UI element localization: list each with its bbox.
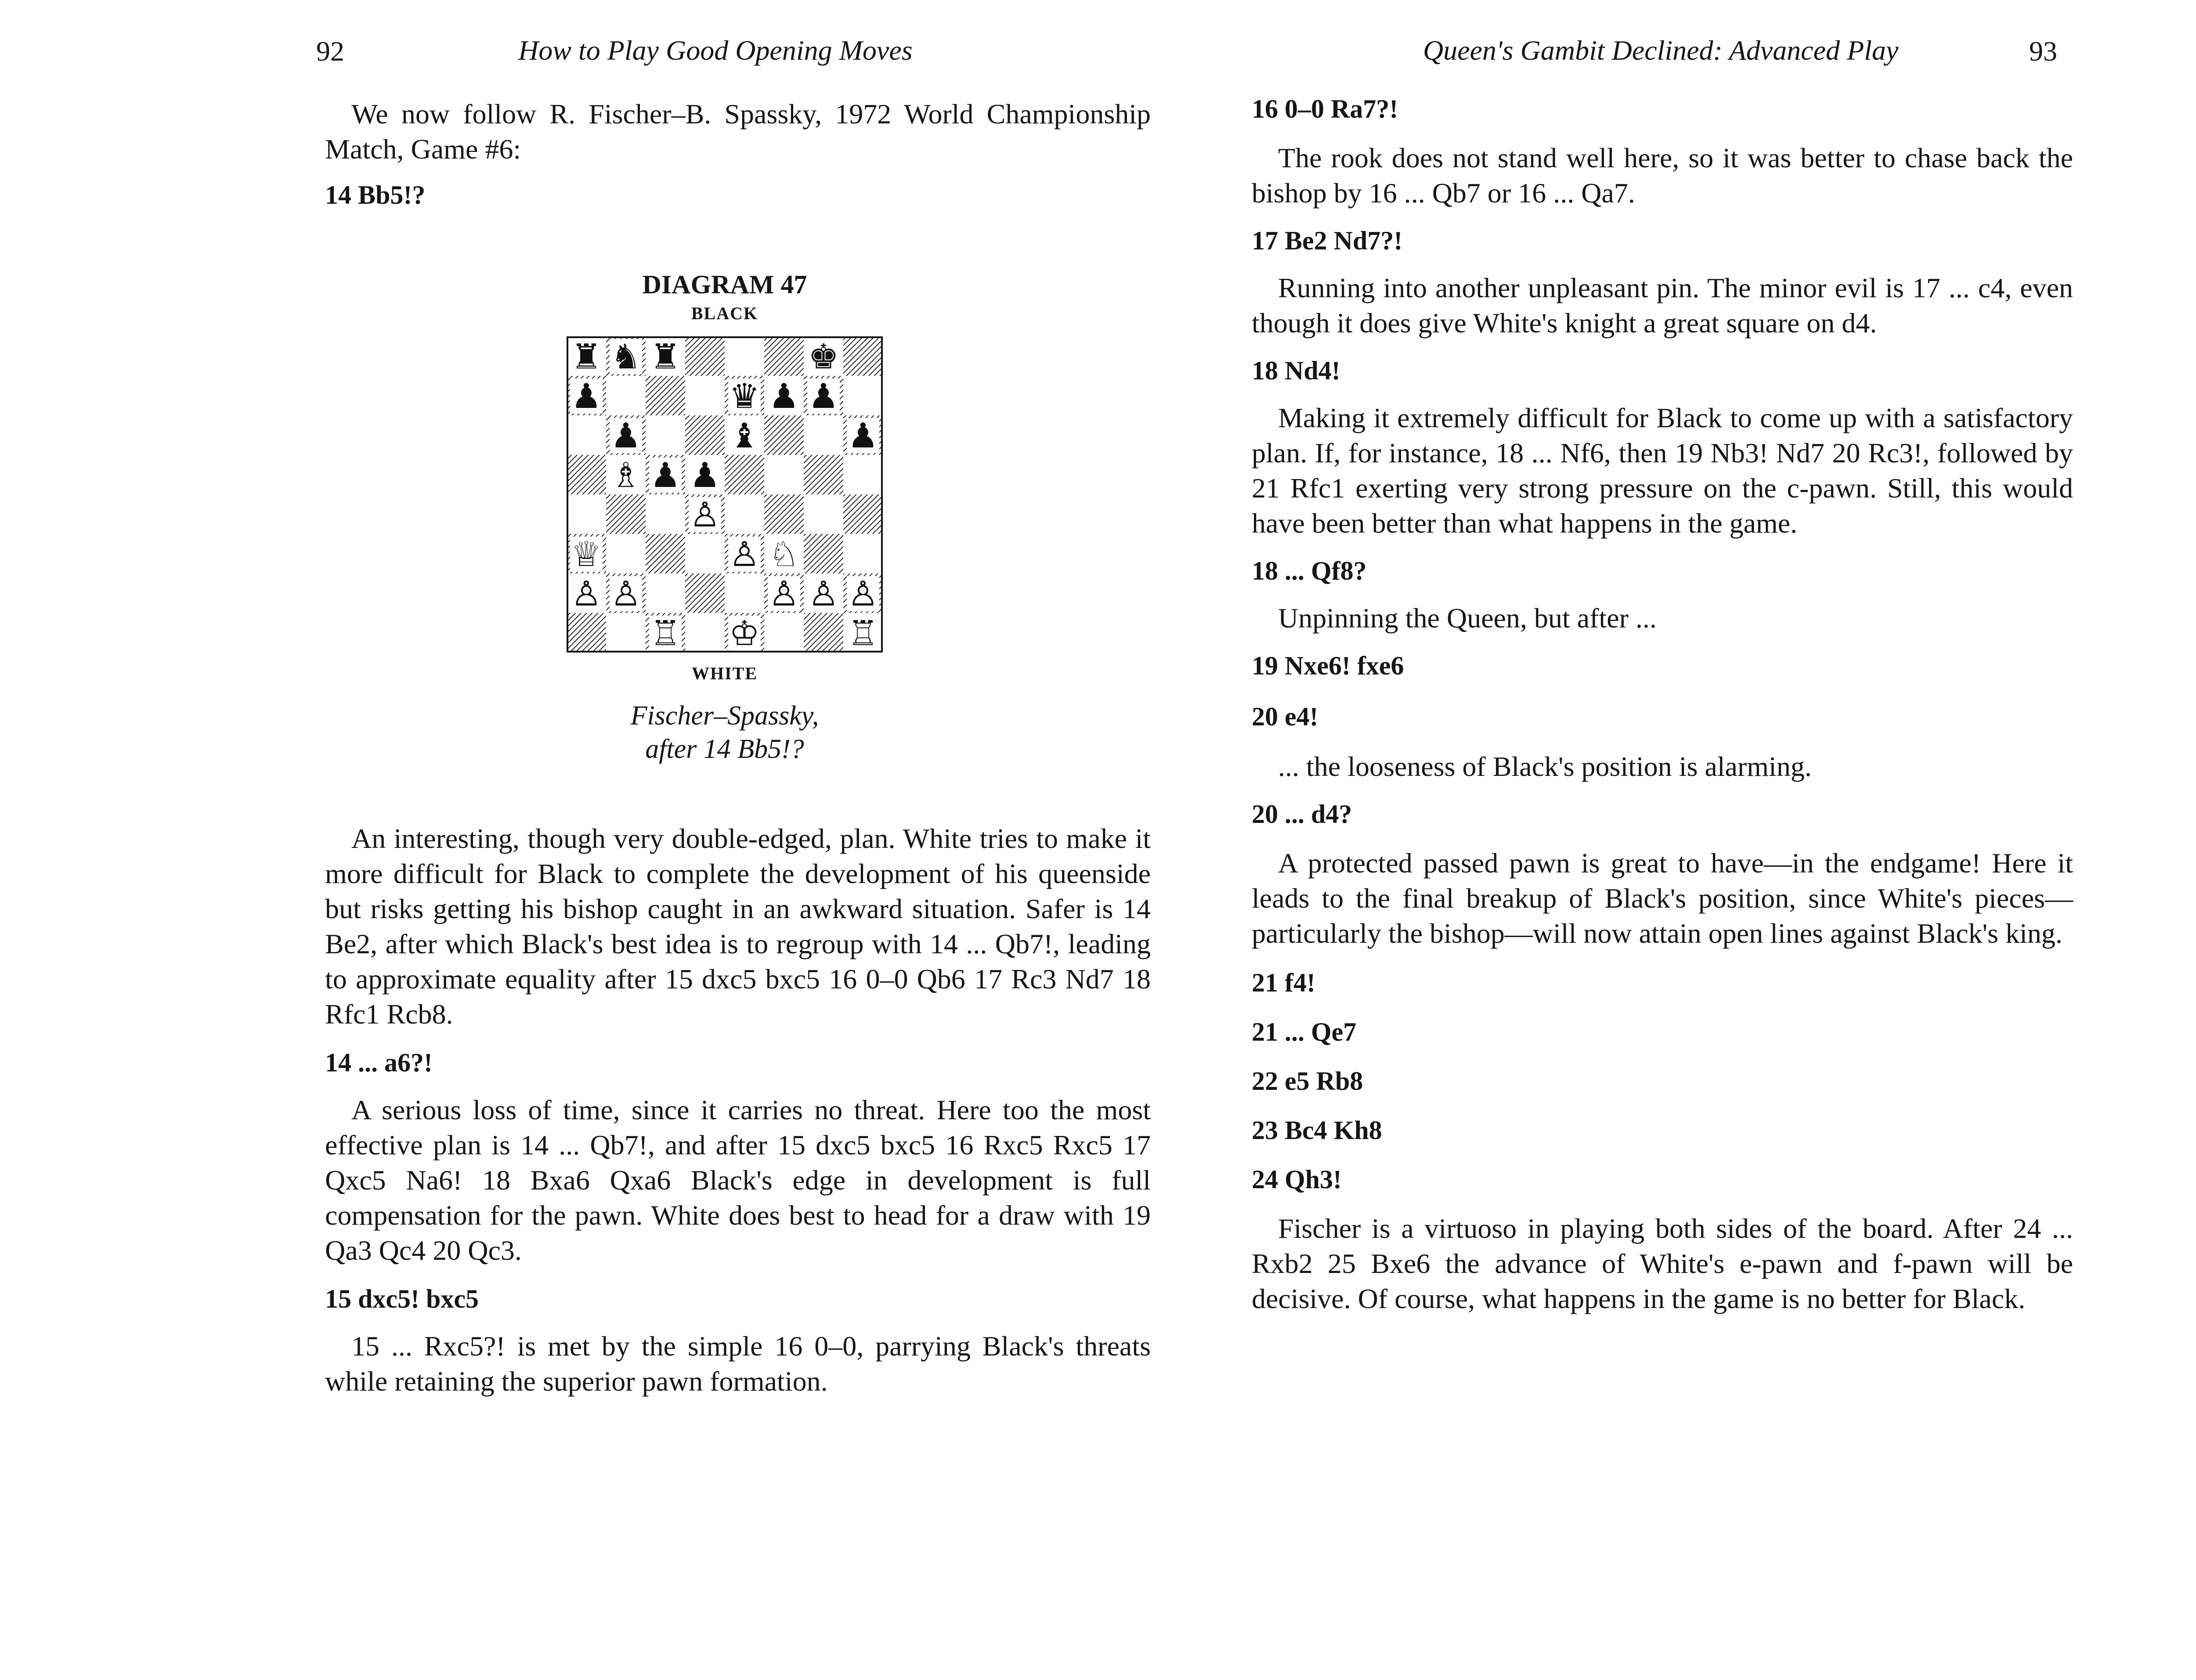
board-square: [685, 415, 725, 455]
body-paragraph: 15 ... Rxc5?! is met by the simple 16 0–0, parrying Black's threats while retaining the superior pawn formation.: [325, 1330, 1151, 1397]
board-square: [804, 455, 843, 494]
board-square: [843, 336, 883, 376]
board-square: [685, 613, 725, 653]
move-heading: 19 Nxe6! fxe6: [1252, 651, 1404, 680]
board-square: [606, 534, 646, 573]
board-top-label: BLACK: [691, 303, 758, 323]
chess-piece-e3: ♙: [729, 535, 760, 574]
chess-piece-a3: ♕: [571, 535, 602, 574]
right-page: [1177, 0, 2196, 1680]
board-bottom-label: WHITE: [691, 663, 758, 683]
chess-piece-a2: ♙: [571, 574, 602, 614]
chess-board: [567, 336, 883, 653]
board-square: [646, 415, 685, 455]
chess-piece-a8: ♜: [571, 337, 602, 377]
chess-piece-e1: ♔: [729, 614, 760, 653]
board-square: [567, 455, 606, 494]
chess-piece-f2: ♙: [769, 574, 799, 614]
board-square: [685, 376, 725, 415]
chess-piece-f7: ♟: [769, 377, 799, 416]
board-square: [764, 494, 804, 534]
board-square: [764, 336, 804, 376]
body-paragraph: ... the looseness of Black's position is alarming.: [1278, 751, 1812, 782]
chess-piece-h6: ♟: [848, 416, 878, 456]
chess-piece-e6: ♝: [729, 416, 760, 456]
running-head: Queen's Gambit Declined: Advanced Play: [1423, 35, 1899, 66]
board-square: [725, 573, 764, 613]
diagram-caption: [562, 699, 887, 766]
board-square: [606, 494, 646, 534]
chess-piece-g2: ♙: [808, 574, 839, 614]
board-square: [764, 613, 804, 653]
chess-piece-f3: ♘: [769, 535, 799, 574]
board-square: [685, 534, 725, 573]
move-heading: 14 ... a6?!: [325, 1048, 433, 1077]
move-heading: 18 ... Qf8?: [1252, 556, 1367, 585]
board-square: [843, 534, 883, 573]
board-square: [646, 494, 685, 534]
board-square: [804, 494, 843, 534]
board-square: [646, 573, 685, 613]
intro-block: [325, 97, 1151, 212]
caption-line: after 14 Bb5!?: [645, 734, 804, 764]
board-square: [567, 415, 606, 455]
intro-paragraph: We now follow R. Fischer–B. Spassky, 1972 World Championship Match, Game #6:: [325, 98, 1151, 165]
move-heading: 24 Qh3!: [1252, 1165, 1342, 1194]
running-head: How to Play Good Opening Moves: [518, 35, 913, 66]
chess-piece-b8: ♞: [610, 337, 641, 377]
board-square: [606, 613, 646, 653]
board-square: [685, 573, 725, 613]
body-paragraph: Running into another unpleasant pin. The minor evil is 17 ... c4, even though it does give White's knight a great square on d4.: [1252, 272, 2073, 339]
diagram-title: DIAGRAM 47: [642, 270, 807, 299]
body-paragraph: Fischer is a virtuoso in playing both sides of the board. After 24 ... Rxb2 25 Bxe6 the advance of White's e-pawn and f-pawn will be decisive. Of course, what happens in the game is no better for Black.: [1252, 1213, 2073, 1314]
board-square: [804, 415, 843, 455]
move-heading: 17 Be2 Nd7?!: [1252, 226, 1403, 255]
board-square: [685, 336, 725, 376]
move-heading: 21 ... Qe7: [1252, 1017, 1357, 1046]
body-paragraph: A protected passed pawn is great to have—in the endgame! Here it leads to the final breakup of Black's position, since White's pieces—particularly the bishop—will now attain open lines against Black's king.: [1252, 847, 2073, 949]
caption-line: Fischer–Spassky,: [630, 701, 819, 731]
chess-piece-a7: ♟: [571, 377, 602, 416]
chess-piece-h2: ♙: [848, 574, 878, 614]
board-square: [567, 613, 606, 653]
chess-piece-d5: ♟: [690, 456, 720, 495]
move-heading: 16 0–0 Ra7?!: [1252, 94, 1398, 123]
board-square: [804, 613, 843, 653]
board-square: [725, 455, 764, 494]
chess-diagram: [562, 268, 887, 766]
chess-piece-e7: ♛: [729, 377, 760, 416]
move-heading: 20 ... d4?: [1252, 800, 1352, 829]
chess-piece-b6: ♟: [610, 416, 641, 456]
body-paragraph: Making it extremely difficult for Black to come up with a satisfactory plan. If, for instance, 18 ... Nf6, then 19 Nb3! Nd7 20 Rc3!, followed by 21 Rfc1 exerting very strong pressure on the c-pawn. Still, this would have been better than what happens in the game.: [1252, 402, 2073, 539]
chess-piece-g7: ♟: [808, 377, 839, 416]
board-square: [764, 415, 804, 455]
board-square: [843, 494, 883, 534]
chess-piece-c8: ♜: [650, 337, 681, 377]
chess-piece-b2: ♙: [610, 574, 641, 614]
board-square: [804, 534, 843, 573]
move-heading: 14 Bb5!?: [325, 180, 426, 209]
chess-piece-h1: ♖: [848, 614, 878, 653]
body-paragraph: A serious loss of time, since it carries no threat. Here too the most effective plan is 14 ... Qb7!, and after 15 dxc5 bxc5 16 Rxc5 Rxc5 17 Qxc5 Na6! 18 Bxa6 Qxa6 Black's edge in development is full compensation for the pawn. White does best to head for a draw with 19 Qa3 Qc4 20 Qc3.: [325, 1094, 1151, 1266]
chess-piece-c1: ♖: [650, 614, 681, 653]
page-number: 93: [2029, 36, 2057, 67]
board-square: [725, 336, 764, 376]
move-heading: 23 Bc4 Kh8: [1252, 1116, 1382, 1145]
board-square: [646, 534, 685, 573]
board-square: [843, 376, 883, 415]
page-number: 92: [316, 36, 344, 67]
body-paragraph: Unpinning the Queen, but after ...: [1278, 602, 1657, 634]
body-paragraph: The rook does not stand well here, so it was better to chase back the bishop by 16 ... Qb7 or 16 ... Qa7.: [1252, 142, 2073, 209]
move-heading: 22 e5 Rb8: [1252, 1067, 1363, 1096]
chess-piece-c5: ♟: [650, 456, 681, 495]
board-square: [567, 494, 606, 534]
board-square: [843, 455, 883, 494]
move-heading: 18 Nd4!: [1252, 356, 1340, 385]
body-paragraph: An interesting, though very double-edged, plan. White tries to make it more difficult for Black to complete the development of his queenside but risks getting his bishop caught in an awkward situation. Safer is 14 Be2, after which Black's best idea is to regroup with 14 ... Qb7!, leading to approximate equality after 15 dxc5 bxc5 16 0–0 Qb6 17 Rc3 Nd7 18 Rfc1 Rcb8.: [325, 823, 1151, 1030]
move-heading: 21 f4!: [1252, 968, 1315, 997]
right-body: [1252, 92, 2073, 1316]
chess-piece-d4: ♙: [690, 495, 720, 535]
board-square: [725, 494, 764, 534]
move-heading: 15 dxc5! bxc5: [325, 1284, 479, 1313]
chess-piece-g8: ♚: [808, 337, 839, 377]
board-square: [646, 376, 685, 415]
chess-piece-b5: ♗: [610, 456, 641, 495]
left-body: [325, 821, 1151, 1399]
board-square: [606, 376, 646, 415]
move-heading: 20 e4!: [1252, 702, 1318, 731]
board-square: [764, 455, 804, 494]
